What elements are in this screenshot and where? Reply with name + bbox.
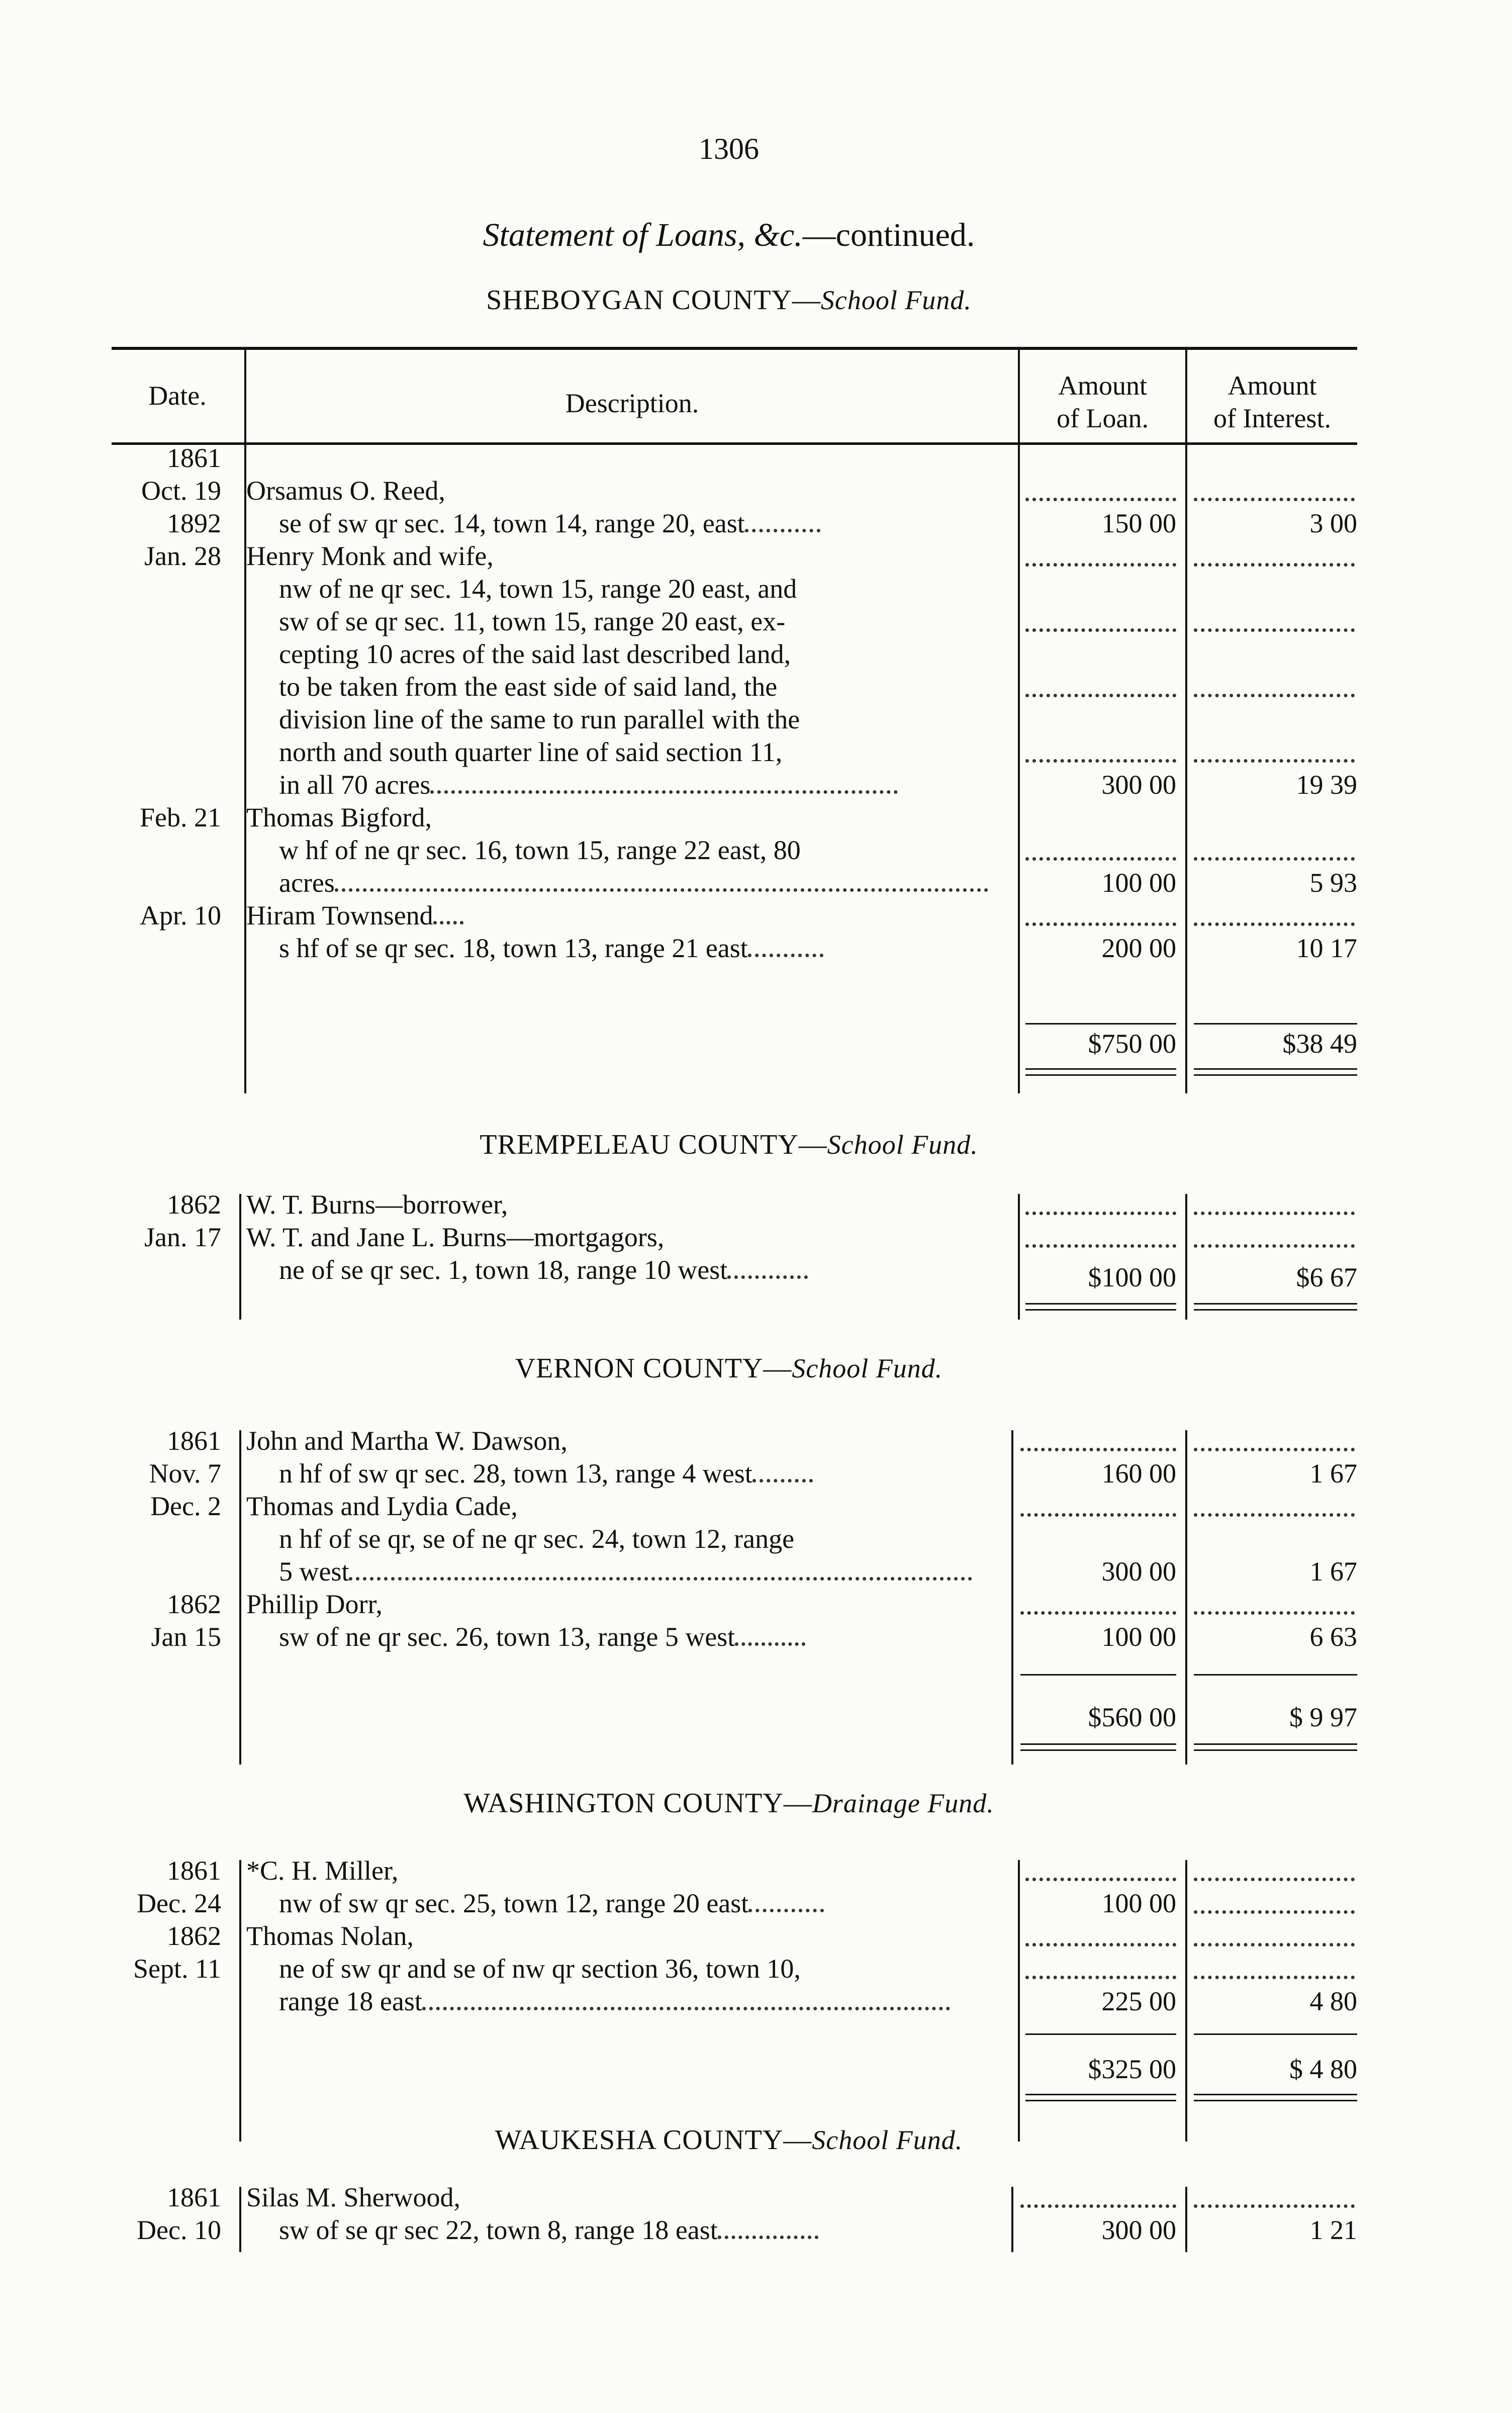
total-interest: $ 4 80 xyxy=(1289,2054,1357,2084)
borrower-name: Orsamus O. Reed, xyxy=(246,476,445,506)
loan-amount: 300 00 xyxy=(1101,1556,1176,1587)
land-description: s hf of se qr sec. 18, town 13, range 21 east xyxy=(279,933,823,964)
loan-amount: 100 00 xyxy=(1101,868,1176,898)
entry-date: Oct. 19 xyxy=(141,476,221,506)
title-rest: —continued. xyxy=(802,217,975,253)
page-number: 1306 xyxy=(699,132,759,165)
dotted-leader xyxy=(1194,628,1355,632)
header-int-1: Amount xyxy=(1227,370,1317,401)
entry-date: Dec. 2 xyxy=(150,1491,221,1521)
county-heading-trempeleau: TREMPELEAU COUNTY—School Fund. xyxy=(480,1129,978,1160)
entry-year: 1892 xyxy=(167,508,221,538)
total-rule xyxy=(1194,1023,1357,1025)
interest-amount: $6 67 xyxy=(1296,1262,1357,1292)
column-rule xyxy=(1185,1194,1187,1320)
total-interest: $38 49 xyxy=(1282,1029,1357,1059)
dotted-leader xyxy=(1194,1212,1355,1215)
land-description: 5 west xyxy=(279,1556,972,1587)
borrower-name: Hiram Townsend xyxy=(246,900,463,931)
dotted-leader xyxy=(1025,694,1176,697)
land-description: nw of sw qr sec. 25, town 12, range 20 east xyxy=(279,1888,824,1919)
total-rule xyxy=(1194,2033,1357,2035)
entry-year: 1861 xyxy=(167,1426,221,1456)
borrower-name: Phillip Dorr, xyxy=(246,1589,383,1619)
column-rule xyxy=(1011,2187,1013,2252)
entry-date: Sept. 11 xyxy=(133,1954,221,1984)
double-rule xyxy=(1025,2094,1176,2095)
column-rule xyxy=(239,1430,241,1765)
borrower-name: Silas M. Sherwood, xyxy=(246,2182,461,2212)
mortgagor-name: W. T. and Jane L. Burns—mortgagors, xyxy=(246,1222,665,1252)
dotted-leader xyxy=(1194,922,1355,926)
dotted-leader xyxy=(1025,922,1176,926)
entry-year: 1861 xyxy=(167,443,221,473)
land-description: to be taken from the east side of said land, the xyxy=(279,672,778,702)
total-loan: $325 00 xyxy=(1088,2054,1176,2084)
total-rule xyxy=(1025,1023,1176,1025)
total-loan: $560 00 xyxy=(1088,1702,1176,1732)
entry-date: Apr. 10 xyxy=(140,900,221,931)
dotted-leader xyxy=(1020,1513,1176,1517)
dotted-leader xyxy=(1194,1910,1355,1914)
dotted-leader xyxy=(1025,857,1176,861)
interest-amount: 6 63 xyxy=(1309,1622,1357,1652)
county-heading-waukesha: WAUKESHA COUNTY—School Fund. xyxy=(495,2124,963,2156)
land-description: cepting 10 acres of the said last described land, xyxy=(279,639,791,669)
dotted-leader xyxy=(1025,1212,1176,1215)
total-loan: $750 00 xyxy=(1088,1029,1176,1059)
entry-date: Jan. 28 xyxy=(144,541,221,571)
dotted-leader xyxy=(1020,1611,1176,1615)
interest-amount: 5 93 xyxy=(1309,868,1357,898)
borrower-name: W. T. Burns—borrower, xyxy=(246,1189,508,1220)
county-heading-vernon: VERNON COUNTY—School Fund. xyxy=(515,1353,943,1384)
header-loan-2: of Loan. xyxy=(1057,403,1149,433)
dotted-leader xyxy=(1194,1611,1355,1615)
dotted-leader xyxy=(1194,563,1355,567)
dotted-leader xyxy=(1194,1244,1355,1248)
entry-date: Dec. 24 xyxy=(137,1888,221,1918)
entry-year: 1862 xyxy=(167,1189,221,1220)
column-rule xyxy=(239,2187,241,2252)
double-rule xyxy=(1025,1309,1176,1311)
double-rule xyxy=(1194,1749,1357,1751)
land-description: acres xyxy=(279,867,988,898)
land-description: n hf of se qr, se of ne qr sec. 24, town 12, range xyxy=(279,1524,795,1554)
dotted-leader xyxy=(1025,1244,1176,1248)
total-rule xyxy=(1025,2033,1176,2035)
county-heading-washington: WASHINGTON COUNTY—Drainage Fund. xyxy=(463,1788,994,1819)
dotted-leader xyxy=(1194,1448,1355,1451)
header-date: Date. xyxy=(148,381,207,411)
dotted-leader xyxy=(1020,1448,1176,1451)
title-italic: Statement of Loans, &c. xyxy=(483,217,803,253)
interest-amount: 1 21 xyxy=(1309,2215,1357,2245)
land-description: n hf of sw qr sec. 28, town 13, range 4 west xyxy=(279,1458,813,1489)
borrower-name: John and Martha W. Dawson, xyxy=(246,1426,568,1456)
entry-date: Feb. 21 xyxy=(140,802,221,832)
land-description: sw of ne qr sec. 26, town 13, range 5 west xyxy=(279,1621,805,1652)
land-description: w hf of ne qr sec. 16, town 15, range 22 east, 80 xyxy=(279,835,801,865)
interest-amount: 1 67 xyxy=(1309,1458,1357,1489)
dotted-leader xyxy=(1194,1943,1355,1946)
loan-amount: 150 00 xyxy=(1101,508,1176,538)
interest-amount: 3 00 xyxy=(1309,508,1357,538)
loan-amount: 300 00 xyxy=(1101,2215,1176,2245)
column-rule xyxy=(1018,1194,1020,1320)
land-description: nw of ne qr sec. 14, town 15, range 20 east, and xyxy=(279,574,797,604)
double-rule xyxy=(1025,1068,1176,1070)
county-heading-sheboygan xyxy=(0,284,1458,316)
land-description: sw of se qr sec 22, town 8, range 18 east xyxy=(279,2214,818,2246)
dotted-leader xyxy=(1194,857,1355,861)
borrower-name: *C. H. Miller, xyxy=(246,1855,399,1886)
borrower-name: Thomas Bigford, xyxy=(246,802,432,832)
entry-year: 1861 xyxy=(167,1855,221,1886)
dotted-leader xyxy=(1194,2204,1355,2208)
column-rule xyxy=(1018,445,1020,1093)
entry-year: 1862 xyxy=(167,1589,221,1619)
land-description: ne of sw qr and se of nw qr section 36, town 10, xyxy=(279,1954,801,1984)
borrower-name: Thomas Nolan, xyxy=(246,1921,414,1951)
loan-amount: 100 00 xyxy=(1101,1888,1176,1918)
table-header-rule xyxy=(112,442,1357,445)
land-description: sw of se qr sec. 11, town 15, range 20 east, ex- xyxy=(279,606,786,636)
land-description: range 18 east xyxy=(279,1986,950,2017)
entry-date: Jan. 17 xyxy=(144,1222,221,1252)
dotted-leader xyxy=(1194,1878,1355,1881)
entry-year: 1862 xyxy=(167,1921,221,1951)
double-rule xyxy=(1020,1743,1176,1745)
header-int-2: of Interest. xyxy=(1213,403,1331,433)
dotted-leader xyxy=(1194,1976,1355,1979)
borrower-name: Thomas and Lydia Cade, xyxy=(246,1491,518,1521)
interest-amount: 10 17 xyxy=(1296,933,1357,963)
double-rule xyxy=(1025,1303,1176,1305)
header-description: Description. xyxy=(565,388,699,418)
column-rule xyxy=(239,1194,241,1320)
double-rule xyxy=(1194,1743,1357,1745)
column-rule xyxy=(1011,1430,1013,1765)
land-description: se of sw qr sec. 14, town 14, range 20, east xyxy=(279,508,820,539)
loan-amount: $100 00 xyxy=(1088,1262,1176,1292)
double-rule xyxy=(1020,1749,1176,1751)
dotted-leader xyxy=(1025,759,1176,763)
dotted-leader xyxy=(1194,498,1355,501)
double-rule xyxy=(1194,1068,1357,1070)
double-rule xyxy=(1194,1303,1357,1305)
dotted-leader xyxy=(1025,1878,1176,1881)
fund-name: School Fund. xyxy=(820,285,972,315)
dotted-leader xyxy=(1194,694,1355,697)
loan-amount: 300 00 xyxy=(1101,770,1176,800)
column-rule xyxy=(1018,1860,1020,2142)
land-description: in all 70 acres xyxy=(279,769,898,800)
entry-date: Jan 15 xyxy=(151,1622,221,1652)
double-rule xyxy=(1194,1309,1357,1311)
land-description: north and south quarter line of said section 11, xyxy=(279,737,783,767)
dotted-leader xyxy=(1020,2204,1176,2208)
interest-amount: 19 39 xyxy=(1296,770,1357,800)
land-description: ne of se qr sec. 1, town 18, range 10 west xyxy=(279,1254,808,1285)
double-rule xyxy=(1194,2094,1357,2095)
loan-amount: 200 00 xyxy=(1101,933,1176,963)
borrower-name: Henry Monk and wife, xyxy=(246,541,494,571)
page-title xyxy=(0,216,1458,254)
header-loan-1: Amount xyxy=(1058,370,1147,401)
loan-amount: 100 00 xyxy=(1101,1622,1176,1652)
dotted-leader xyxy=(1025,1976,1176,1979)
dotted-leader xyxy=(1025,563,1176,567)
double-rule xyxy=(1025,2100,1176,2101)
double-rule xyxy=(1025,1074,1176,1076)
dotted-leader xyxy=(1025,628,1176,632)
entry-date: Nov. 7 xyxy=(149,1458,221,1489)
dotted-leader xyxy=(1025,498,1176,501)
dotted-leader xyxy=(1194,759,1355,763)
county-name: SHEBOYGAN COUNTY— xyxy=(486,285,821,316)
entry-date: Dec. 10 xyxy=(137,2215,221,2245)
dotted-leader xyxy=(1194,1513,1355,1517)
total-interest: $ 9 97 xyxy=(1289,1702,1357,1732)
total-rule xyxy=(1020,1674,1176,1676)
loan-amount: 160 00 xyxy=(1101,1458,1176,1489)
total-rule xyxy=(1194,1674,1357,1676)
table-top-rule xyxy=(112,347,1357,350)
loan-amount: 225 00 xyxy=(1101,1986,1176,2016)
entry-year: 1861 xyxy=(167,2182,221,2212)
land-description: division line of the same to run parallel with the xyxy=(279,704,800,734)
interest-amount: 4 80 xyxy=(1309,1986,1357,2016)
double-rule xyxy=(1194,2100,1357,2101)
double-rule xyxy=(1194,1074,1357,1076)
column-rule xyxy=(239,1860,241,2142)
interest-amount: 1 67 xyxy=(1309,1556,1357,1587)
dotted-leader xyxy=(1025,1943,1176,1946)
